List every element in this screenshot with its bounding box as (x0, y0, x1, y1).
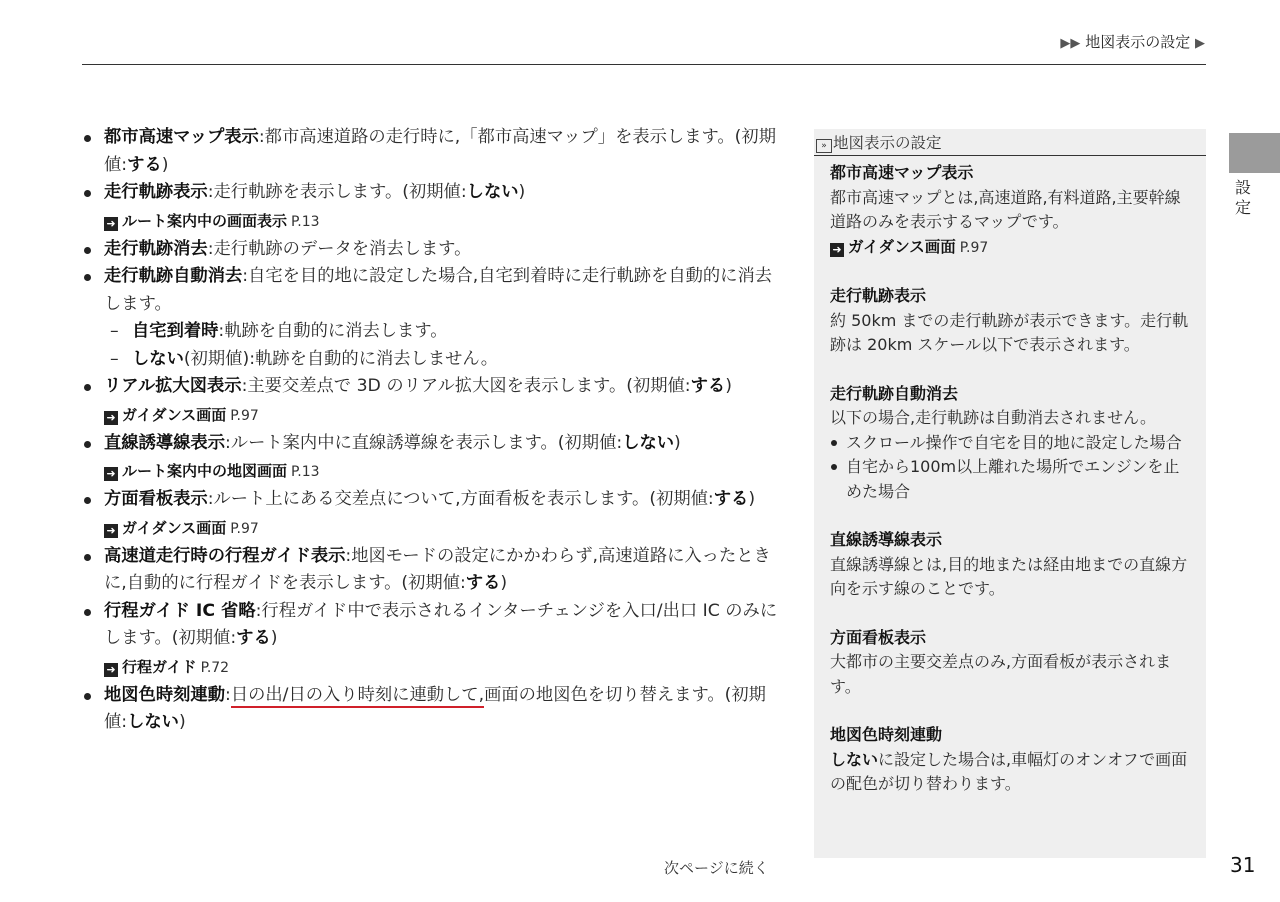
sidebar-notes (814, 129, 1206, 858)
cross-reference-link[interactable]: ➜ 行程ガイド P.72 (80, 653, 780, 682)
arrow-icon: ▶ (1195, 36, 1205, 51)
sidebar-section: 地図色時刻連動 しないに設定した場合は,車幅灯のオンオフで画面の配色が切り替わります。 (830, 725, 1188, 793)
list-item: 直線誘導線表示:ルート案内中に直線誘導線を表示します。(初期値:しない) (80, 430, 780, 458)
list-item: 自宅から100m以上離れた場所でエンジンを止めた場合 (830, 455, 1192, 504)
sidebar-section: 方面看板表示 大都市の主要交差点のみ,方面看板が表示されます。 (830, 627, 1172, 696)
header-divider (82, 64, 1206, 65)
arrow-right-icon: ➜ (104, 524, 118, 538)
list-item: 地図色時刻連動:日の出/日の入り時刻に連動して,画面の地図色を切り替えます。(初期値:しない) (80, 682, 780, 737)
continued-note: 次ページに続く (664, 859, 769, 877)
list-item: スクロール操作で自宅を目的地に設定した場合 (830, 431, 1192, 456)
list-item: 走行軌跡表示:走行軌跡を表示します。(初期値:しない) (80, 179, 780, 207)
highlighted-text: 日の出/日の入り時刻に連動して, (231, 685, 484, 708)
sidebar-section: 都市高速マップ表示 都市高速マップとは,高速道路,有料道路,主要幹線道路のみを表示するマップです。 ➜ ガイダンス画面 P.97 (830, 161, 1192, 260)
cross-reference-link[interactable]: ➜ ルート案内中の画面表示 P.13 (80, 207, 780, 236)
list-item: 高速道走行時の行程ガイド表示:地図モードの設定にかかわらず,高速道路に入ったときに,自動的に行程ガイドを表示します。(初期値:する) (80, 543, 780, 598)
cross-reference-link[interactable]: ➜ ガイダンス画面 P.97 (830, 235, 1192, 261)
sub-list-item: – 自宅到着時:軌跡を自動的に消去します。 (110, 321, 448, 341)
arrow-right-icon: ➜ (104, 411, 118, 425)
cross-reference-link[interactable]: ➜ ガイダンス画面 P.97 (80, 514, 780, 543)
chevron-icon: » (816, 139, 832, 153)
sidebar-section: 直線誘導線表示 直線誘導線とは,目的地または経由地までの直線方向を示す線のことです。 (830, 530, 1188, 598)
main-content (80, 124, 780, 737)
cross-reference-link[interactable]: ➜ ガイダンス画面 P.97 (80, 401, 780, 430)
arrow-right-icon: ➜ (104, 663, 118, 677)
list-item: 走行軌跡自動消去:自宅を目的地に設定した場合,自宅到着時に走行軌跡を自動的に消去します。 (80, 263, 780, 318)
sidebar-section: 走行軌跡表示 約 50km までの走行軌跡が表示できます。走行軌跡は 20km スケール以下で表示されます。 (830, 286, 1189, 354)
breadcrumb-title[interactable]: 地図表示の設定 (1085, 33, 1191, 51)
sidebar-heading: » 地図表示の設定 (814, 129, 1206, 156)
list-item: 走行軌跡消去:走行軌跡のデータを消去します。 (80, 236, 780, 264)
arrow-right-icon: ➜ (104, 217, 118, 231)
sidebar-section: 走行軌跡自動消去 以下の場合,走行軌跡は自動消去されません。 スクロール操作で自宅を目的地に設定した場合 自宅から100m以上離れた場所でエンジンを止めた場合 (830, 382, 1192, 505)
list-item: 行程ガイド IC 省略:行程ガイド中で表示されるインターチェンジを入口/出口 IC のみにします。(初期値:する) (80, 598, 780, 653)
chapter-tab (1229, 133, 1280, 173)
chapter-tab-label: 設 定 (1234, 178, 1251, 217)
list-item: リアル拡大図表示:主要交差点で 3D のリアル拡大図を表示します。(初期値:する) (80, 373, 780, 401)
cross-reference-link[interactable]: ➜ ルート案内中の地図画面 P.13 (80, 457, 780, 486)
list-item: 都市高速マップ表示:都市高速道路の走行時に,「都市高速マップ」を表示します。(初期値:する) (80, 124, 780, 179)
double-arrow-icon: ▶▶ (1060, 36, 1081, 51)
breadcrumb (1060, 31, 1205, 52)
list-item: 方面看板表示:ルート上にある交差点について,方面看板を表示します。(初期値:する) (80, 486, 780, 514)
sub-list-item: – しない(初期値):軌跡を自動的に消去しません。 (110, 348, 498, 369)
page-number: 31 (1230, 853, 1256, 877)
arrow-right-icon: ➜ (104, 467, 118, 481)
arrow-right-icon: ➜ (830, 243, 844, 257)
